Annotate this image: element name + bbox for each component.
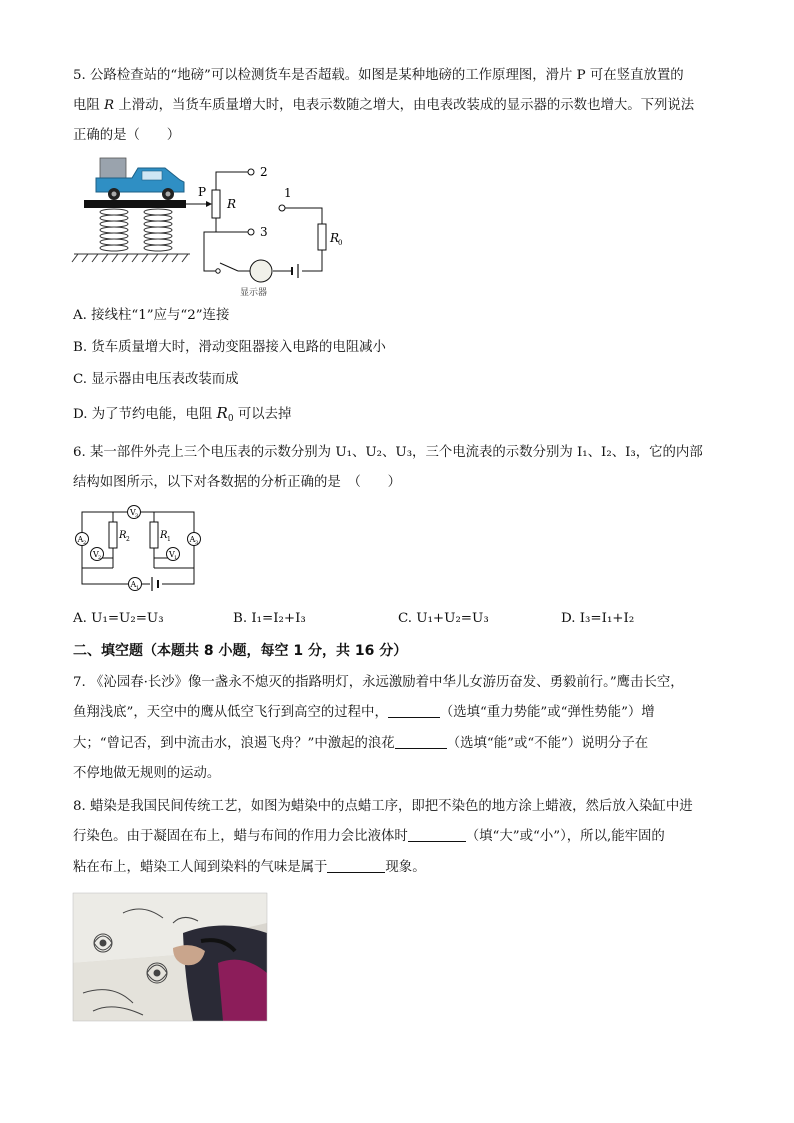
q8-line2-b: （填“大”或“小”），所以,能牢固的 xyxy=(465,829,665,844)
voltmeter-V3-sub: 3 xyxy=(135,513,139,519)
switch xyxy=(220,263,238,271)
q6-line1: 6. 某一部件外壳上三个电压表的示数分别为 U₁、U₂、U₃，三个电流表的示数分别为 I₁、I₂、I₃，它的内部 xyxy=(73,445,703,460)
ammeter-A3-letter: A xyxy=(189,535,196,544)
display-meter xyxy=(250,260,272,282)
slider-label-P: P xyxy=(198,185,207,199)
q7-line3 xyxy=(73,734,648,754)
q8-line3-b: 现象。 xyxy=(385,860,426,875)
q7-line4: 不停地做无规则的运动。 xyxy=(73,766,221,781)
resistor-R1-label: R xyxy=(160,530,168,541)
resistor-R-label: R xyxy=(227,197,237,211)
q5-option-b: B. 货车质量增大时，滑动变阻器接入电路的电阻减小 xyxy=(73,340,386,355)
scale-platform xyxy=(84,200,186,208)
q8-line1: 8. 蜡染是我国民间传统工艺，如图为蜡染中的点蜡工序，即把不染色的地方涂上蜡液，然后放入染缸中进 xyxy=(73,799,693,814)
q6-option-b: B. I₁=I₂+I₃ xyxy=(233,611,306,626)
q5-weighbridge-diagram xyxy=(70,150,343,298)
voltmeter-V2 xyxy=(91,548,104,562)
q5-option-d-b: 可以去掉 xyxy=(233,407,292,422)
q5-line1: 5. 公路检查站的“地磅”可以检测货车是否超载。如图是某种地磅的工作原理图，滑片 P 可在竖直放置的 xyxy=(73,68,684,83)
q6-line2: 结构如图所示，以下对各数据的分析正确的是 （ ） xyxy=(73,475,402,490)
voltmeter-V3 xyxy=(128,506,141,520)
q8-blank-2[interactable] xyxy=(327,858,385,873)
ammeter-A1-sub: 1 xyxy=(136,585,140,591)
ground-hatch xyxy=(72,254,190,262)
q8-line2-a: 行染色。由于凝固在布上，蜡与布间的作用力会比液体时 xyxy=(73,829,408,844)
q5-line2 xyxy=(73,96,694,116)
q7-blank-1[interactable] xyxy=(388,703,440,718)
voltmeter-V2-letter: V xyxy=(93,550,99,559)
terminal-3-label: 3 xyxy=(260,225,268,239)
resistor-R2-label: R xyxy=(119,530,127,541)
ammeter-A1 xyxy=(129,578,142,592)
q5-option-d-sub: 0 xyxy=(227,414,234,424)
q5-option-d-R: R xyxy=(216,404,228,422)
ammeter-A3-sub: 3 xyxy=(195,540,199,546)
q8-line3-a: 粘在布上，蜡染工人闻到染料的气味是属于 xyxy=(73,860,328,875)
q8-blank-1[interactable] xyxy=(408,827,466,842)
q8-line3 xyxy=(73,858,426,878)
terminal-2-label: 2 xyxy=(260,165,268,179)
q5-line2-b: 上滑动，当货车质量增大时，电表示数随之增大，由电表改装成的显示器的示数也增大。下列说法 xyxy=(114,98,695,113)
q6-option-d: D. I₃=I₁+I₂ xyxy=(561,611,635,626)
q5-option-d-a: D. 为了节约电能，电阻 xyxy=(73,407,217,422)
resistor-R xyxy=(212,190,220,218)
resistor-R1 xyxy=(150,522,158,548)
q8-line2 xyxy=(73,827,665,847)
batik-photo xyxy=(73,893,267,1021)
voltmeter-V3-letter: V xyxy=(130,508,136,517)
q5-option-a: A. 接线柱“1”应与“2”连接 xyxy=(73,308,230,323)
spring-left-icon xyxy=(100,209,128,251)
q6-option-a: A. U₁=U₂=U₃ xyxy=(73,611,164,626)
resistor-R0 xyxy=(318,224,326,250)
voltmeter-V1 xyxy=(167,548,180,562)
resistor-R2 xyxy=(109,522,117,548)
section-heading-fill-blank: 二、填空题（本题共 8 小题，每空 1 分，共 16 分） xyxy=(73,643,408,659)
q5-line2-R: R xyxy=(104,98,115,113)
q7-line2 xyxy=(73,703,655,723)
ammeter-A2-sub: 2 xyxy=(83,540,87,546)
display-label: 显示器 xyxy=(240,288,268,298)
spring-right-icon xyxy=(144,209,172,251)
q7-line2-a: 鱼翔浅底”，天空中的鹰从低空飞行到高空的过程中， xyxy=(73,705,388,720)
q7-line3-a: 大；“曾记否，到中流击水，浪遏飞舟？”中激起的浪花 xyxy=(73,736,395,751)
resistor-R1-sub: 1 xyxy=(167,536,171,543)
truck-icon xyxy=(96,158,184,200)
voltmeter-V1-sub: 1 xyxy=(174,555,178,561)
voltmeter-V2-sub: 2 xyxy=(98,555,102,561)
q5-option-c: C. 显示器由电压表改装而成 xyxy=(73,372,239,387)
q7-line1: 7. 《沁园春·长沙》像一盏永不熄灭的指路明灯，永远激励着中华儿女游历奋发、勇毅前行。”鹰击长空， xyxy=(73,675,684,690)
resistor-R0-label: R xyxy=(330,231,340,245)
q7-line2-b: （选填“重力势能”或“弹性势能”）增 xyxy=(439,705,655,720)
q6-circuit-diagram xyxy=(68,502,208,602)
ammeter-A3 xyxy=(188,533,201,547)
ammeter-A2 xyxy=(76,533,89,547)
q6-option-c: C. U₁+U₂=U₃ xyxy=(398,611,489,626)
q5-line3: 正确的是（ ） xyxy=(73,128,181,143)
ammeter-A2-letter: A xyxy=(77,535,84,544)
resistor-R2-sub: 2 xyxy=(126,536,130,543)
ammeter-A1-letter: A xyxy=(130,580,137,589)
voltmeter-V1-letter: V xyxy=(169,550,175,559)
q5-line2-a: 电阻 xyxy=(73,98,105,113)
q5-option-d xyxy=(73,403,291,429)
terminal-1-label: 1 xyxy=(284,186,292,200)
q7-blank-2[interactable] xyxy=(395,734,447,749)
q7-line3-b: （选填“能”或“不能”）说明分子在 xyxy=(446,736,649,751)
resistor-R0-sub: 0 xyxy=(338,239,343,247)
